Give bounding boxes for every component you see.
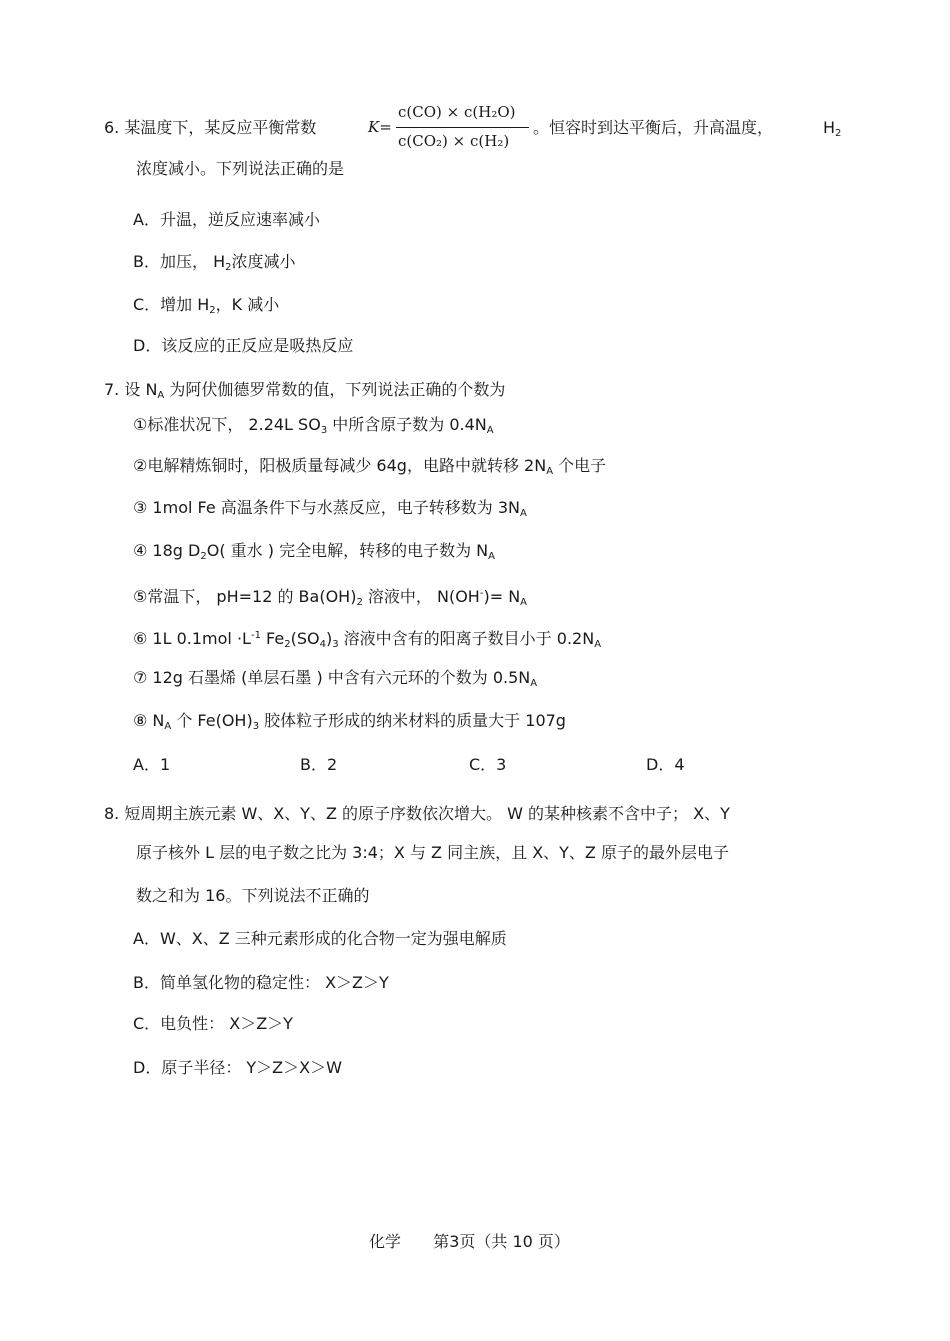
q7-option-c: C．3 [469, 755, 507, 774]
q6-stem-suffix: 。恒容时到达平衡后，升高温度， [533, 118, 774, 137]
q8-stem-line3: 数之和为 16。下列说法不正确的 [136, 886, 370, 905]
q8-option-d: D．原子半径： Y＞Z＞X＞W [133, 1058, 342, 1077]
q6-h2: $H_2$ [823, 118, 842, 139]
page-footer [369, 1229, 570, 1252]
formula-numerator: c(CO) × c(H₂O) [398, 103, 516, 121]
formula-lhs: K= [368, 118, 392, 136]
q6-stem: 6. 某温度下，某反应平衡常数 [104, 118, 317, 137]
q7-statement-1: ①标准状况下， 2.24L $SO_3$ 中所含原子数为 $0.4N_A$ [133, 415, 494, 436]
q7-statement-4: ④ 18g $D_2O$( 重水 ) 完全电解，转移的电子数为 $N_A$ [133, 541, 495, 562]
q7-option-d: D．4 [646, 755, 685, 774]
q6-option-b: B．加压， $H_2$浓度减小 [133, 252, 296, 273]
q8-option-a: A．W、X、Z 三种元素形成的化合物一定为强电解质 [133, 929, 507, 948]
formula-denominator: c(CO₂) × c(H₂) [398, 132, 510, 150]
q6-option-d: D．该反应的正反应是吸热反应 [133, 336, 354, 355]
q7-statement-2: ②电解精炼铜时，阳极质量每减少 64g，电路中就转移 $2N_A$ 个电子 [133, 456, 607, 477]
q7-option-a: A．1 [133, 755, 171, 774]
q6-equilibrium-formula [368, 100, 533, 156]
footer-subject: 化学 [369, 1232, 402, 1251]
q7-statement-7: ⑦ 12g 石墨烯 (单层石墨 ) 中含有六元环的个数为 $0.5N_A$ [133, 668, 538, 689]
q7-statement-3: ③ 1mol Fe 高温条件下与水蒸反应，电子转移数为 $3N_A$ [133, 498, 527, 519]
q6-option-a: A．升温，逆反应速率减小 [133, 210, 320, 229]
footer-page-number: 第3页（共 10 页） [433, 1232, 570, 1251]
q6-option-c: C．增加 $H_2$，K 减小 [133, 295, 280, 316]
q8-stem-line1: 8. 短周期主族元素 W、X、Y、Z 的原子序数依次增大。 W 的某种核素不含中子； X、Y [104, 804, 730, 823]
q7-stem: 7. 设 $N_A$ 为阿伏伽德罗常数的值，下列说法正确的个数为 [104, 380, 506, 401]
q7-statement-5: ⑤常温下， pH=12 的 $Ba(OH)_2$ 溶液中， $N(OH^-)= N_A$ [133, 587, 527, 608]
q8-stem-line2: 原子核外 L 层的电子数之比为 3:4；X 与 Z 同主族，且 X、Y、Z 原子的最外层电子 [136, 843, 729, 862]
q7-statement-8: ⑧ $N_A$ 个 $Fe(OH)_3$ 胶体粒子形成的纳米材料的质量大于 107g [133, 711, 566, 732]
q7-option-b: B．2 [300, 755, 338, 774]
q8-option-b: B．简单氢化物的稳定性： X＞Z＞Y [133, 973, 389, 992]
fraction-bar [396, 127, 529, 128]
q6-stem-line2: 浓度减小。下列说法正确的是 [136, 159, 345, 178]
q7-statement-6: ⑥ 1L $0.1mol \cdot L^{-1}$ $Fe_2(SO_4)_3$ 溶液中含有的阳离子数目小于 $0.2N_A$ [133, 629, 602, 650]
q8-option-c: C．电负性： X＞Z＞Y [133, 1014, 293, 1033]
